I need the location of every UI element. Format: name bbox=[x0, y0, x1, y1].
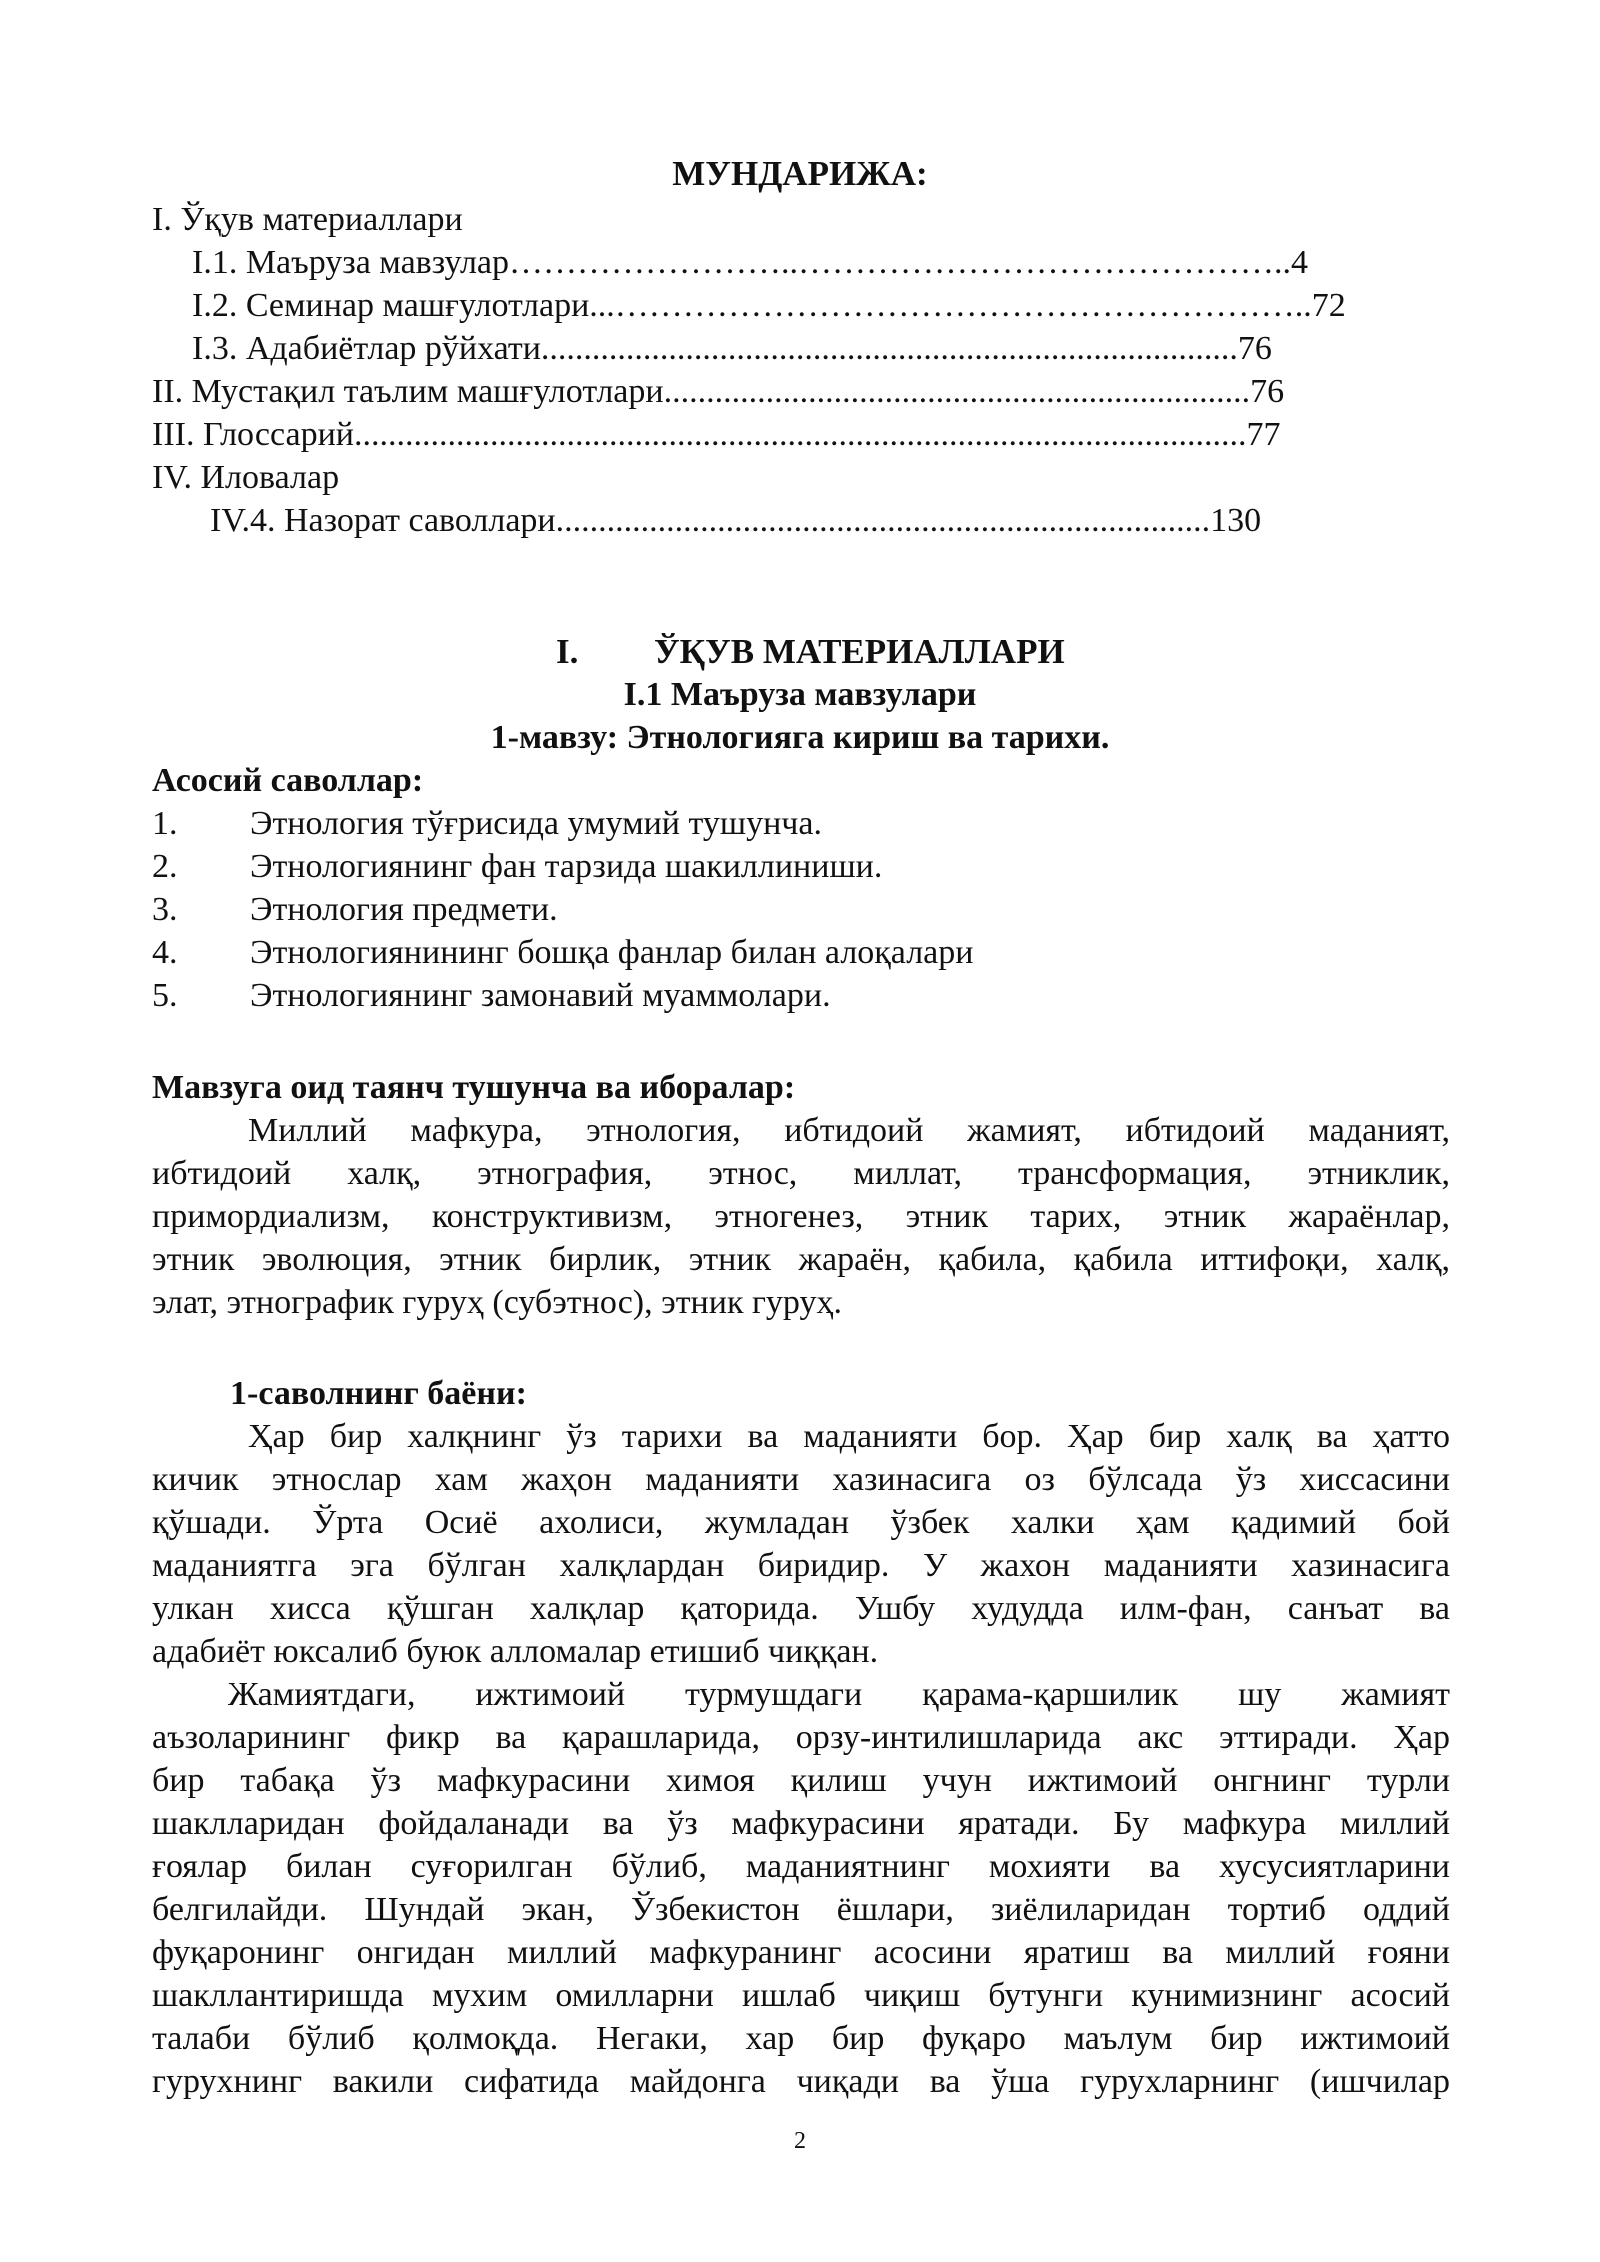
toc-title: МУНДАРИЖА: bbox=[672, 154, 928, 193]
question-text: Этнология тўғрисида умумий тушунча. bbox=[250, 805, 822, 842]
question-number: 1. bbox=[152, 805, 178, 842]
question-number: 2. bbox=[152, 848, 178, 885]
paragraph-line: Миллий мафкура, этнология, ибтидоий жамият, ибтидоий маданият, bbox=[248, 1112, 1450, 1149]
toc-item: I.1. Маъруза мавзулар……………………..……………………………………..4 bbox=[192, 244, 1309, 281]
paragraph-line: этник эволюция, этник бирлик, этник жараён, қабила, қабила иттифоқи, халқ, bbox=[152, 1241, 1450, 1278]
paragraph-line: шакллантиришда мухим омилларни ишлаб чиқиш бутунги кунимизнинг асосий bbox=[152, 1977, 1450, 2014]
toc-item: IV. Иловалар bbox=[152, 459, 340, 496]
answer-paragraph-1 bbox=[152, 1415, 1450, 1673]
toc-item: I. Ўқув материаллари bbox=[152, 201, 463, 238]
paragraph-line: ғоялар билан суғорилган бўлиб, маданиятнинг мохияти ва хусусиятларини bbox=[152, 1848, 1450, 1885]
paragraph-line: бир табақа ўз мафкурасини химоя қилиш учун ижтимоий онгнинг турли bbox=[152, 1762, 1450, 1799]
toc-item: I.3. Адабиётлар рўйхати..................................................................................76 bbox=[192, 330, 1272, 367]
paragraph-line: аъзоларининг фикр ва қарашларида, орзу-интилишларида акс эттиради. Ҳар bbox=[152, 1719, 1450, 1756]
section-subheading: I.1 Маъруза мавзулари bbox=[623, 676, 977, 713]
paragraph-line: кичик этнослар хам жаҳон маданияти хазинасига оз бўлсада ўз хиссасини bbox=[152, 1461, 1450, 1498]
paragraph-line: ибтидоий халқ, этнография, этнос, миллат, трансформация, этниклик, bbox=[152, 1155, 1450, 1192]
section-heading: ЎҚУВ МАТЕРИАЛЛАРИ bbox=[654, 632, 1065, 671]
paragraph-line: улкан хисса қўшган халқлар қаторида. Ушбу худудда илм-фан, санъат ва bbox=[152, 1590, 1450, 1627]
paragraph-line: Жамиятдаги, ижтимоий турмушдаги қарама-қаршилик шу жамият bbox=[228, 1676, 1450, 1713]
question-number: 5. bbox=[152, 977, 178, 1014]
paragraph-line: фуқаронинг онгидан миллий мафкуранинг асосини яратиш ва миллий ғояни bbox=[152, 1934, 1450, 1971]
answer-paragraph-2 bbox=[152, 1673, 1450, 2103]
toc-item: IV.4. Назорат саволлари.............................................................................130 bbox=[210, 502, 1262, 539]
question-number: 4. bbox=[152, 934, 178, 971]
paragraph-line: примордиализм, конструктивизм, этногенез, этник тарих, этник жараёнлар, bbox=[152, 1198, 1450, 1235]
topic-title: 1-мавзу: Этнологияга кириш ва тарихи. bbox=[490, 719, 1110, 756]
concepts-paragraph bbox=[152, 1109, 1450, 1324]
question-number: 3. bbox=[152, 891, 178, 928]
paragraph-line: белгилайди. Шундай экан, Ўзбекистон ёшлари, зиёлиларидан тортиб оддий bbox=[152, 1891, 1450, 1928]
question-text: Этнологиянинг фан тарзида шакиллиниши. bbox=[250, 848, 883, 885]
answer-label: 1-саволнинг баёни: bbox=[230, 1375, 527, 1412]
paragraph-line: талаби бўлиб қолмоқда. Негаки, хар бир фуқаро маълум бир ижтимоий bbox=[152, 2020, 1450, 2057]
concepts-label: Мавзуга оид таянч тушунча ва иборалар: bbox=[152, 1069, 796, 1106]
paragraph-line: маданиятга эга бўлган халқлардан биридир. У жахон маданияти хазинасига bbox=[152, 1547, 1450, 1584]
paragraph-line: шаклларидан фойдаланади ва ўз мафкурасини яратади. Бу мафкура миллий bbox=[152, 1805, 1450, 1842]
toc-item: I.2. Семинар машғулотлари...……………………………………………………..72 bbox=[192, 287, 1346, 324]
question-text: Этнологиянинг замонавий муаммолари. bbox=[250, 977, 831, 1014]
section-heading-number: I. bbox=[556, 632, 579, 671]
question-text: Этнологиянининг бошқа фанлар билан алоқалари bbox=[250, 934, 974, 971]
questions-label: Асосий саволлар: bbox=[152, 762, 424, 799]
paragraph-line: элат, этнографик гуруҳ (субэтнос), этник гуруҳ. bbox=[152, 1284, 842, 1321]
paragraph-line: гурухнинг вакили сифатида майдонга чиқади ва ўша гурухларнинг (ишчилар bbox=[152, 2063, 1450, 2100]
paragraph-line: Ҳар бир халқнинг ўз тарихи ва маданияти бор. Ҳар бир халқ ва ҳатто bbox=[248, 1418, 1450, 1455]
paragraph-line: қўшади. Ўрта Осиё ахолиси, жумладан ўзбек халки ҳам қадимий бой bbox=[152, 1504, 1450, 1541]
toc-item: II. Мустақил таълим машғулотлари.....................................................................76 bbox=[152, 373, 1285, 410]
toc-item: III. Глоссарий.........................................................................................................77 bbox=[152, 416, 1281, 453]
paragraph-line: адабиёт юксалиб буюк алломалар етишиб чиққан. bbox=[152, 1633, 879, 1670]
question-text: Этнология предмети. bbox=[250, 891, 558, 928]
page-number: 2 bbox=[794, 2128, 806, 2154]
